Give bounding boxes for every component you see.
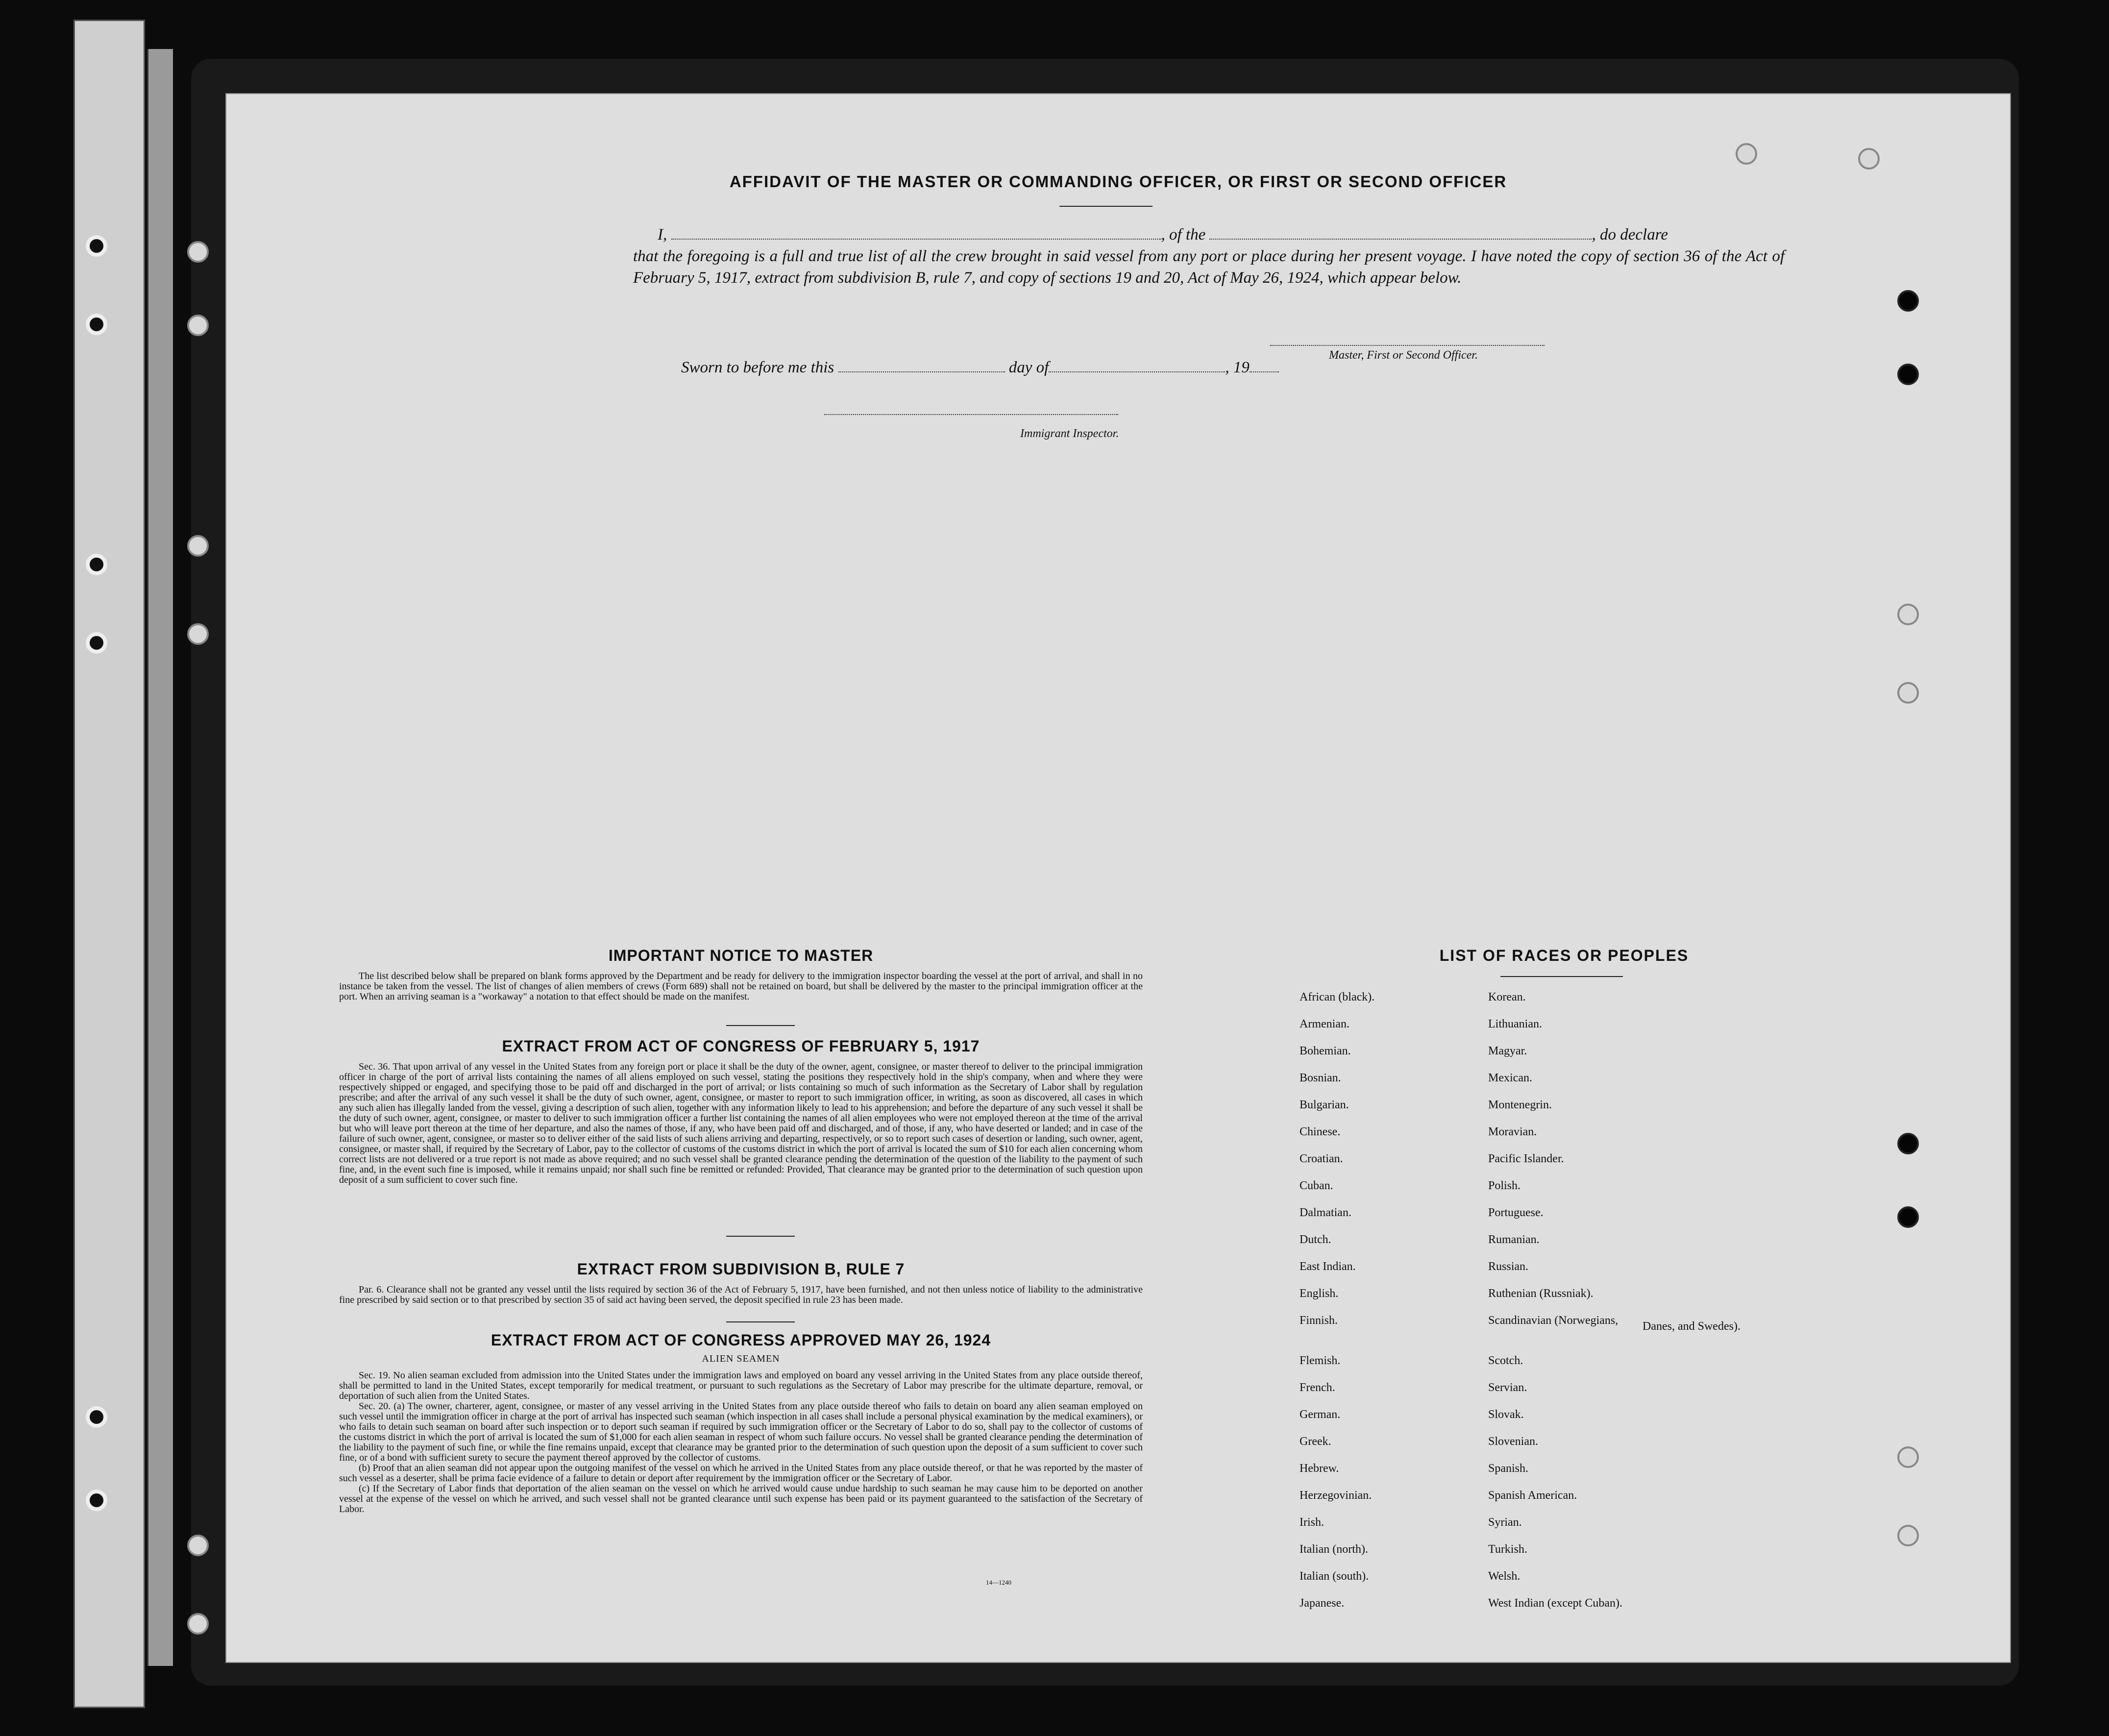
extract-1924-title: EXTRACT FROM ACT OF CONGRESS APPROVED MAY 26, 1924 (490, 1331, 991, 1349)
punch-hole (1897, 364, 1919, 385)
form-number: 14—1240 (986, 1579, 1011, 1586)
sec20c-text: (c) If the Secretary of Labor finds that deportation of the alien seaman on the vessel on which he arrived would cause undue hardship to such seaman he may cause him to be deported on another vessel at the expense of the vessel on which he arrived, and such vessel shall not be granted clearance until such expense has been paid or its payment guaranteed to the satisfaction of the Secretary of Labor. (339, 1483, 1143, 1515)
affidavit-i: I, (658, 226, 667, 244)
section-rule (726, 1236, 795, 1237)
race-item: Bosnian. (1300, 1072, 1341, 1084)
race-item: Bohemian. (1300, 1045, 1351, 1057)
race-item: Moravian. (1488, 1125, 1537, 1138)
race-item: West Indian (except Cuban). (1488, 1597, 1622, 1610)
extract-1917-text: Sec. 36. That upon arrival of any vessel in the United States from any foreign port or place it shall be the duty of the owner, agent, consignee, or master thereof to deliver to the principal immigration officer in charge of the port of arrival lists containing the names of all aliens employed on such vessel, stating the positions they respectively hold in the ship's company, when and where they were respectively shipped or engaged, and specifying those to be paid off and discharged in the port of arrival; or lists containing so much of such information as the Secretary of Labor shall by regulation prescribe; and after the arrival of any such vessel it shall be the duty of such owner, agent, consignee, or master to report to such immigration officer, in writing, as soon as discovered, all cases in which any such alien has illegally landed from the vessel, giving a description of such alien, together with any information likely to lead to his apprehension; and before the departure of any such vessel it shall be the duty of such owner, agent, consignee, or master to deliver to such immigration officer a further list containing the names of all alien employees who were not employed thereon at the time of the arrival but who will leave port thereon at the time of her departure, and also the names of those, if any, who have been paid off and discharged, and of those, if any, who have deserted or landed; and in case of the failure of such owner, agent, consignee, or master so to deliver either of the said lists of such aliens arriving and departing, respectively, or so to report such cases of desertion or landing, such owner, agent, consignee, or master shall, if required by the Secretary of Labor, pay to the collector of customs of the customs district in which the port of arrival is located the sum of $10 for each alien concerning whom correct lists are not delivered or a true report is not made as above required; and no such vessel shall be granted clearance pending the determination of the question of the liability to the payment of such fine, and, in the event such fine is imposed, while it remains unpaid; nor shall such fine be remitted or refunded: Provided, That clearance may be granted prior to the determination of such question upon deposit of a sum sufficient to cover such fine. (339, 1061, 1143, 1185)
race-item: Spanish American. (1488, 1489, 1577, 1502)
punch-hole (187, 315, 209, 336)
race-item: Armenian. (1300, 1018, 1349, 1030)
sworn-year: , 19 (1225, 359, 1250, 376)
sworn-year-blank (1250, 371, 1279, 372)
binder-hole (86, 632, 107, 654)
race-item: Italian (north). (1300, 1543, 1368, 1556)
race-item: Lithuanian. (1488, 1018, 1542, 1030)
race-item: Finnish. (1300, 1314, 1338, 1327)
section-rule (726, 1321, 795, 1322)
races-title: LIST OF RACES OR PEOPLES (1439, 947, 1689, 964)
affidavit-body (633, 224, 1785, 289)
binder-hole (86, 554, 107, 575)
binder-edge (147, 49, 173, 1666)
sec19-text: Sec. 19. No alien seaman excluded from admission into the United States under the immigration laws and employed on board any vessel arriving in the United States from any place outside thereof, shall be permitted to land in the United States, except temporarily for medical treatment, or pursuant to such regulations as the Secretary of Labor may prescribe for the ultimate departure, removal, or deportation of such alien from the United States. (339, 1370, 1143, 1401)
race-item: Japanese. (1300, 1597, 1345, 1610)
race-item: Mexican. (1488, 1072, 1532, 1084)
race-item: French. (1300, 1381, 1335, 1394)
binder-strip (74, 20, 145, 1708)
race-item: African (black). (1300, 991, 1375, 1003)
race-item: Slovenian. (1488, 1435, 1538, 1448)
race-item: Croatian. (1300, 1152, 1343, 1165)
race-item: English. (1300, 1287, 1339, 1300)
punch-hole (187, 1613, 209, 1635)
race-item: Italian (south). (1300, 1570, 1369, 1583)
race-item: Pacific Islander. (1488, 1152, 1564, 1165)
race-item: Scandinavian (Norwegians, (1488, 1314, 1619, 1327)
races-rule (1500, 976, 1623, 977)
race-item: Greek. (1300, 1435, 1331, 1448)
race-item: Irish. (1300, 1516, 1324, 1529)
race-item: Dalmatian. (1300, 1206, 1351, 1219)
race-item: Herzegovinian. (1300, 1489, 1372, 1502)
race-item: Magyar. (1488, 1045, 1527, 1057)
section-rule (726, 1025, 795, 1026)
punch-hole (187, 241, 209, 263)
notice-title: IMPORTANT NOTICE TO MASTER (608, 947, 874, 964)
punch-hole (1897, 604, 1919, 625)
race-item: Servian. (1488, 1381, 1527, 1394)
title-rule (1059, 206, 1153, 207)
race-item: Spanish. (1488, 1462, 1529, 1475)
inspector-signature-line (824, 414, 1118, 415)
punch-hole (1897, 1446, 1919, 1468)
sworn-day: day of (1008, 359, 1049, 376)
race-scandinavian-cont: Danes, and Swedes). (1643, 1320, 1741, 1333)
rule7-title: EXTRACT FROM SUBDIVISION B, RULE 7 (577, 1260, 905, 1278)
race-item: Bulgarian. (1300, 1099, 1349, 1111)
race-item: Portuguese. (1488, 1206, 1544, 1219)
extract-1917-title: EXTRACT FROM ACT OF CONGRESS OF FEBRUARY 5, 1917 (502, 1037, 980, 1055)
punch-hole (187, 623, 209, 645)
race-item: Russian. (1488, 1260, 1529, 1273)
sec20b-text: (b) Proof that an alien seaman did not appear upon the outgoing manifest of the vessel on which he arrived in the United States from any place outside thereof, or that he was reported by the master of such vessel as a deserter, shall be prima facie evidence of a failure to detain or deport after requirement by the immigration officer or the Secretary of Labor. (339, 1463, 1143, 1484)
punch-hole (1897, 1525, 1919, 1546)
punch-hole (187, 535, 209, 557)
master-label: Master, First or Second Officer. (1329, 349, 1478, 362)
binder-hole (86, 235, 107, 257)
binder-hole (86, 314, 107, 335)
master-signature-line (1270, 345, 1545, 346)
race-item: Cuban. (1300, 1179, 1333, 1192)
punch-hole (187, 1535, 209, 1556)
sworn-date-blank (838, 371, 1005, 372)
affidavit-of-the: , of the (1161, 226, 1206, 244)
race-item: Ruthenian (Russniak). (1488, 1287, 1594, 1300)
punch-hole (1897, 682, 1919, 704)
vessel-blank (1209, 239, 1592, 240)
notice-text: The list described below shall be prepared on blank forms approved by the Department and be ready for delivery to the immigration inspector boarding the vessel at the port of arrival, and shall in no instance be taken from the vessel. The list of changes of alien members of crews (Form 689) shall not be retained on board, but shall be delivered by the master to the principal immigration officer at the port. When an arriving seaman is a "workaway" a notation to that effect should be made on the manifest. (339, 971, 1143, 1002)
sworn-prefix: Sworn to before me this (681, 359, 834, 376)
race-item: Polish. (1488, 1179, 1521, 1192)
race-item: Slovak. (1488, 1408, 1524, 1421)
name-blank (671, 239, 1161, 240)
punch-hole (1897, 1133, 1919, 1154)
race-item: Hebrew. (1300, 1462, 1339, 1475)
punch-hole (1897, 290, 1919, 312)
race-item: Scotch. (1488, 1354, 1523, 1367)
race-item: East Indian. (1300, 1260, 1356, 1273)
race-item: Chinese. (1300, 1125, 1341, 1138)
affidavit-declare: , do declare (1592, 226, 1668, 244)
affidavit-title: AFFIDAVIT OF THE MASTER OR COMMANDING OFFICER, OR FIRST OR SECOND OFFICER (729, 172, 1507, 191)
race-item: German. (1300, 1408, 1341, 1421)
binder-hole (86, 1406, 107, 1428)
punch-hole (1897, 1206, 1919, 1228)
race-item: Montenegrin. (1488, 1099, 1552, 1111)
binder-hole (86, 1490, 107, 1511)
alien-seamen-subtitle: ALIEN SEAMEN (702, 1353, 780, 1364)
form-page (225, 93, 2011, 1663)
race-item: Turkish. (1488, 1543, 1527, 1556)
inspector-label: Immigrant Inspector. (1020, 427, 1119, 440)
rule7-text: Par. 6. Clearance shall not be granted any vessel until the lists required by section 36 of the Act of February 5, 1917, have been furnished, and not then unless notice of liability to the administrative fine prescribed by said section or to that prescribed by section 35 of said act having been served, the deposit specified in rule 23 has been made. (339, 1284, 1143, 1305)
race-item: Welsh. (1488, 1570, 1520, 1583)
race-item: Flemish. (1300, 1354, 1341, 1367)
race-item: Korean. (1488, 991, 1526, 1003)
sworn-line (681, 359, 1279, 377)
punch-hole (1736, 143, 1757, 165)
race-item: Dutch. (1300, 1233, 1331, 1246)
affidavit-text: that the foregoing is a full and true list of all the crew brought in said vessel from any port or place during her present voyage. I have noted the copy of section 36 of the Act of February 5, 1917, extract from subdivision B, rule 7, and copy of sections 19 and 20, Act of May 26, 1924, which appear below. (633, 247, 1785, 287)
punch-hole (1858, 148, 1880, 170)
sworn-month-blank (1049, 371, 1225, 372)
extract-1924-text (339, 1370, 1143, 1515)
sec20a-text: Sec. 20. (a) The owner, charterer, agent, consignee, or master of any vessel arriving in the United States from any place outside thereof who fails to detain on board any alien seaman employed on such vessel until the immigration officer in charge at the port of arrival has inspected such seaman (which inspection in all cases shall include a personal physical examination by the medical examiners), or who fails to detain such seaman on board after such inspection or to deport such seaman if required by such immigration officer or the Secretary of Labor to do so, shall pay to the collector of customs of the customs district in which the port of arrival is located the sum of $1,000 for each alien seaman in respect of whom such failure occurs. No vessel shall be granted clearance pending the determination of the liability to the payment of such fine, or while the fine remains unpaid, except that clearance may be granted prior to the determination of such question upon the deposit of a sum sufficient to cover such fine, or of a bond with sufficient surety to secure the payment thereof approved by the collector of customs. (339, 1401, 1143, 1463)
race-item: Rumanian. (1488, 1233, 1540, 1246)
race-item: Syrian. (1488, 1516, 1522, 1529)
